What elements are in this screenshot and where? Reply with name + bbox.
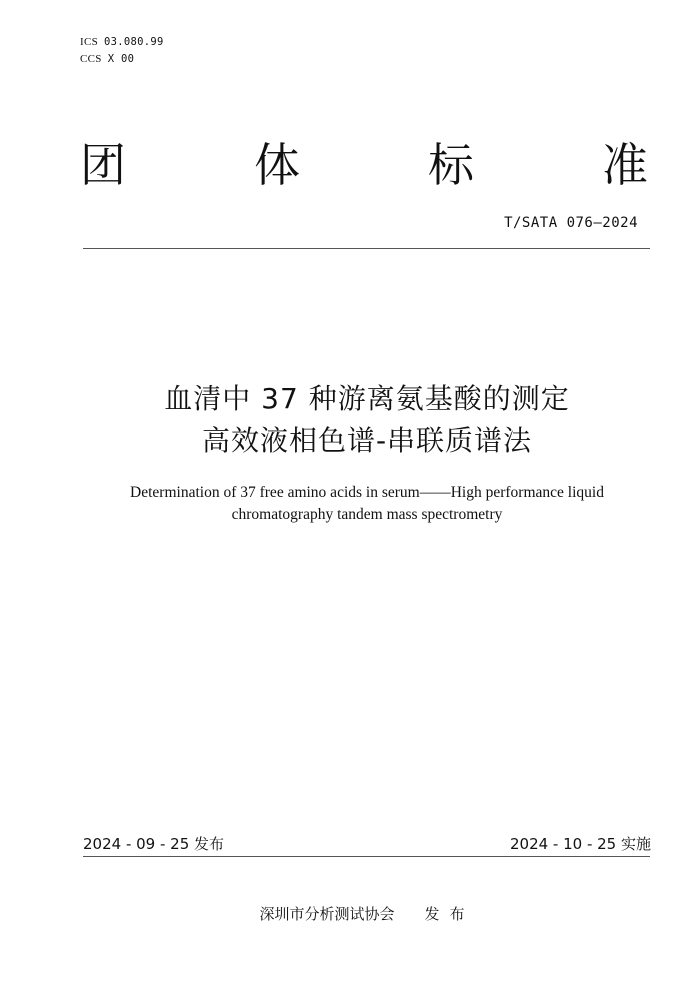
ics-label: ICS [80, 36, 99, 48]
ccs-code: X 00 [107, 53, 135, 65]
standard-number: T/SATA 076—2024 [504, 215, 638, 231]
english-title [0, 482, 700, 526]
date-row [83, 834, 651, 854]
publisher-action: 发布 [424, 905, 475, 923]
ics-code: 03.080.99 [104, 36, 164, 48]
release-date: 2024 - 09 - 25 发布 [83, 835, 225, 853]
ccs-label: CCS [80, 53, 102, 65]
chinese-title-line-2: 高效液相色谱-串联质谱法 [201, 424, 533, 457]
standard-type-char: 标 [428, 138, 474, 192]
chinese-title [0, 378, 700, 462]
chinese-title-line-1: 血清中 37 种游离氨基酸的测定 [164, 382, 570, 415]
standard-type-char: 准 [602, 138, 648, 192]
ics-line [80, 34, 164, 51]
publisher-name: 深圳市分析测试协会 [259, 905, 395, 923]
bottom-divider [83, 856, 650, 857]
top-divider [83, 248, 650, 249]
standard-type-heading [80, 136, 648, 194]
classification-codes [80, 34, 164, 68]
standard-type-char: 体 [254, 138, 300, 192]
implementation-date: 2024 - 10 - 25 实施 [509, 835, 651, 853]
standard-type-char: 团 [80, 138, 126, 192]
publisher-line [0, 904, 700, 924]
english-title-line-2: chromatography tandem mass spectrometry [231, 506, 503, 523]
english-title-line-1: Determination of 37 free amino acids in serum——High performance liquid [130, 484, 604, 501]
ccs-line [80, 51, 164, 68]
